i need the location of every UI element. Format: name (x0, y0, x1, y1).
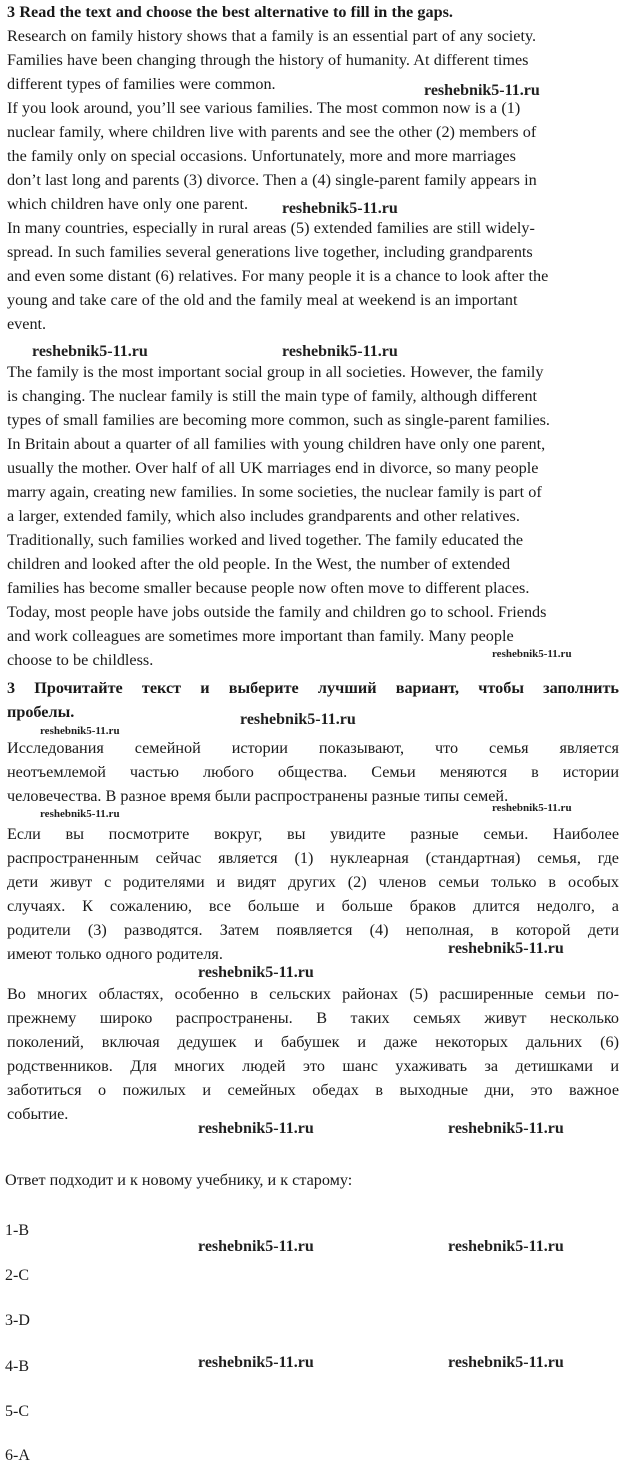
text-line: Если вы посмотрите вокруг, вы увидите разные семьи. Наиболее (7, 825, 619, 843)
text-line: types of small families are becoming more common, such as single-parent families. (7, 411, 550, 429)
text-line: marry again, creating new families. In some societies, the nuclear family is part of (7, 483, 542, 501)
answer-item: 6-A (5, 1447, 30, 1464)
watermark: reshebnik5-11.ru (448, 1354, 564, 1371)
english-section (7, 0, 619, 336)
watermark: reshebnik5-11.ru (492, 648, 572, 660)
text-line: родители (3) разводятся. Затем появляется (4) неполная, в которой дети (7, 921, 619, 939)
watermark: reshebnik5-11.ru (448, 940, 564, 957)
text-line: распространенным сейчас является (1) нуклеарная (стандартная) семья, где (7, 849, 619, 867)
text-line: event. (7, 315, 47, 333)
text-line: Families have been changing through the history of humanity. At different times (7, 51, 529, 69)
english-paragraph-3 (7, 216, 619, 336)
english-paragraph-2 (7, 96, 619, 216)
text-line: прежнему широко распространены. В таких семьях живут несколько (7, 1009, 619, 1027)
answer-note: Ответ подходит и к новому учебнику, и к старому: (5, 1171, 353, 1189)
watermark: reshebnik5-11.ru (198, 1120, 314, 1137)
answer-item: 5-C (5, 1403, 29, 1420)
watermark: reshebnik5-11.ru (40, 808, 120, 820)
english-paragraph-4 (7, 360, 619, 672)
watermark: reshebnik5-11.ru (240, 711, 356, 728)
text-line: children and looked after the old people. In the West, the number of extended (7, 555, 511, 573)
text-line: случаях. К сожалению, все больше и больше браков длится недолго, а (7, 897, 619, 915)
text-line: nuclear family, where children live with parents and see the other (2) members of (7, 123, 537, 141)
text-line: Во многих областях, особенно в сельских районах (5) расширенные семьи по- (7, 985, 619, 1003)
text-line: young and take care of the old and the family meal at weekend is an important (7, 291, 518, 309)
answer-item: 2-C (5, 1267, 29, 1284)
text-line: Research on family history shows that a family is an essential part of any society. (7, 27, 537, 45)
text-line: and even some distant (6) relatives. For many people it is a chance to look after the (7, 267, 549, 285)
watermark: reshebnik5-11.ru (424, 82, 540, 99)
watermark: reshebnik5-11.ru (198, 964, 314, 981)
text-line: spread. In such families several generations live together, including grandparents (7, 243, 533, 261)
text-line: different types of families were common. (7, 75, 276, 93)
text-line: Today, most people have jobs outside the family and children go to school. Friends (7, 603, 547, 621)
text-line: which children have only one parent. (7, 195, 249, 213)
text-line: родственников. Для многих людей это шанс ухаживать за детишками и (7, 1057, 619, 1075)
text-line: is changing. The nuclear family is still the main type of family, although different (7, 387, 538, 405)
text-line: The family is the most important social group in all societies. However, the family (7, 363, 544, 381)
text-line: and work colleagues are sometimes more important than family. Many people (7, 627, 514, 645)
watermark: reshebnik5-11.ru (448, 1120, 564, 1137)
text-line: In many countries, especially in rural areas (5) extended families are still widely- (7, 219, 535, 237)
russian-paragraph-1 (7, 736, 619, 808)
text-line: 3 Прочитайте текст и выберите лучший вариант, чтобы заполнить (7, 679, 619, 697)
text-line: a larger, extended family, which also includes grandparents and other relatives. (7, 507, 520, 525)
text-line: Исследования семейной истории показывают, что семья является (7, 739, 619, 757)
watermark: reshebnik5-11.ru (282, 200, 398, 217)
russian-paragraph-3 (7, 982, 619, 1126)
text-line: событие. (7, 1105, 69, 1123)
text-line: неотъемлемой частью любого общества. Семьи меняются в истории (7, 763, 619, 781)
watermark: reshebnik5-11.ru (492, 802, 572, 814)
text-line: пробелы. (7, 703, 75, 721)
answer-item: 3-D (5, 1312, 30, 1329)
watermark: reshebnik5-11.ru (448, 1238, 564, 1255)
watermark: reshebnik5-11.ru (198, 1238, 314, 1255)
text-line: the family only on special occasions. Unfortunately, more and more marriages (7, 147, 516, 165)
text-line: поколений, включая дедушек и бабушек и даже некоторых дальних (6) (7, 1033, 619, 1051)
text-line: If you look around, you’ll see various families. The most common now is a (1) (7, 99, 521, 117)
text-line: заботиться о пожилых и семейных обедах в выходные дни, это важное (7, 1081, 619, 1099)
text-line: don’t last long and parents (3) divorce. Then a (4) single-parent family appears in (7, 171, 537, 189)
text-line: человечества. В разное время были распространены разные типы семей. (7, 787, 509, 805)
text-line: usually the mother. Over half of all UK marriages end in divorce, so many people (7, 459, 539, 477)
text-line: имеют только одного родителя. (7, 945, 223, 963)
watermark: reshebnik5-11.ru (40, 725, 120, 737)
watermark: reshebnik5-11.ru (32, 343, 148, 360)
answer-item: 1-B (5, 1222, 29, 1239)
text-line: In Britain about a quarter of all families with young children have only one parent, (7, 435, 546, 453)
text-line: families has become smaller because people now often move to different places. (7, 579, 530, 597)
text-line: choose to be childless. (7, 651, 154, 669)
text-line: Traditionally, such families worked and lived together. The family educated the (7, 531, 524, 549)
english-heading: 3 Read the text and choose the best alternative to fill in the gaps. (7, 3, 453, 21)
watermark: reshebnik5-11.ru (282, 343, 398, 360)
answer-item: 4-B (5, 1358, 29, 1375)
text-line: дети живут с родителями и видят других (2) членов семьи только в особых (7, 873, 619, 891)
watermark: reshebnik5-11.ru (198, 1354, 314, 1371)
